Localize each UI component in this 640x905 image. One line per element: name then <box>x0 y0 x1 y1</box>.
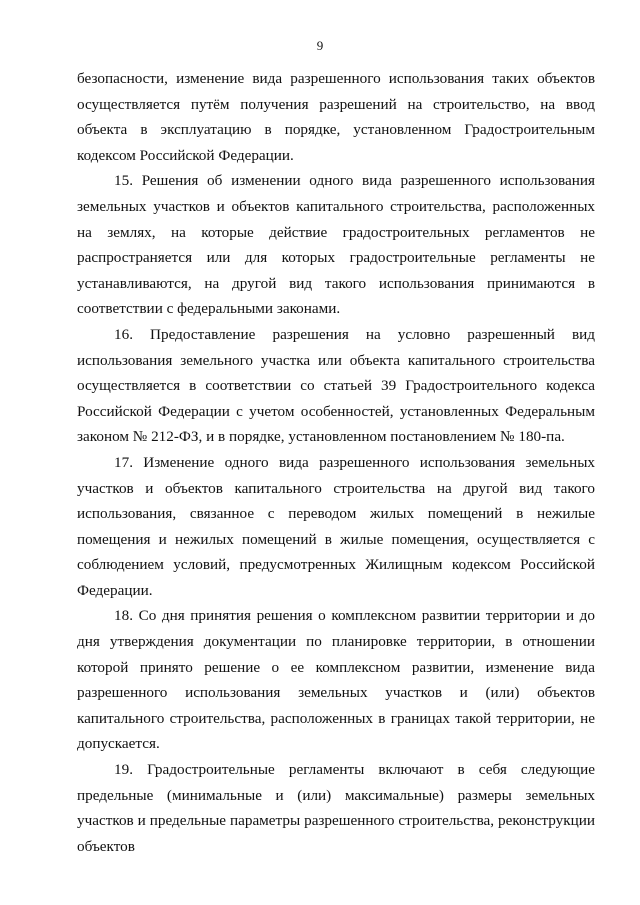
paragraph-18: 18. Со дня принятия решения о комплексном развитии территории и до дня утверждения документации по планировке территории, в отношении которой принято решение о ее комплексном развитии, изменение вида разрешенного использования земельных участков и (или) объектов капитального строительства, расположенных в границах такой территории, не допускается. <box>77 607 595 753</box>
paragraph-15: 15. Решения об изменении одного вида разрешенного использования земельных участков и объектов капитального строительства, расположенных на землях, на которые действие градостроительных регламентов не распространяется или для которых градостроительные регламенты не устанавливаются, на другой вид такого использования принимаются в соответствии с федеральными законами. <box>77 172 595 318</box>
paragraph-19: 19. Градостроительные регламенты включают в себя следующие предельные (минимальные и (или) максимальные) размеры земельных участков и предельные параметры разрешенного строительства, реконструкции объектов <box>77 761 595 855</box>
paragraph-16: 16. Предоставление разрешения на условно разрешенный вид использования земельного участка или объекта капитального строительства осуществляется в соответствии со статьей 39 Градостроительного кодекса Российской Федерации с учетом особенностей, установленных Федеральным законом № 212-ФЗ, и в порядке, установленном постановлением № 180-па. <box>77 325 595 446</box>
paragraph-17: 17. Изменение одного вида разрешенного использования земельных участков и объектов капитального строительства на другой вид такого использования, связанное с переводом жилых помещений в нежилые помещения и нежилых помещений в жилые помещения, осуществляется с соблюдением условий, предусмотренных Жилищным кодексом Российской Федерации. <box>77 453 595 599</box>
page-number: 9 <box>316 38 324 53</box>
document-body <box>77 66 595 859</box>
paragraph-continuation: безопасности, изменение вида разрешенного использования таких объектов осуществляется путём получения разрешений на строительство, на ввод объекта в эксплуатацию в порядке, установленном Градостроительным кодексом Российской Федерации. <box>77 70 595 164</box>
